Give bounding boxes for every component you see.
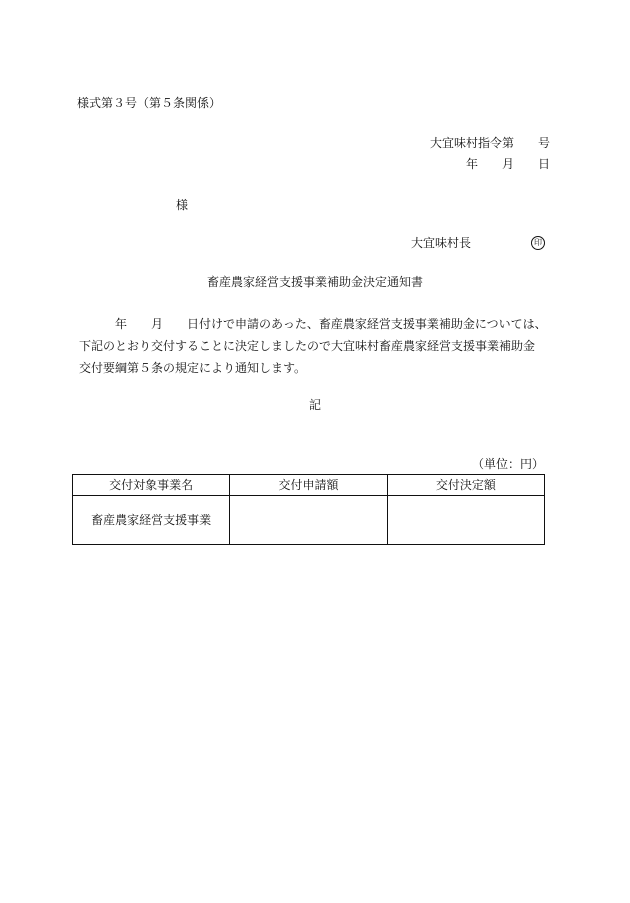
unit-label: （単位：円）: [471, 457, 544, 471]
document-title: 畜産農家経営支援事業補助金決定通知書: [206, 275, 423, 289]
column-header-decided-amount: 交付決定額: [387, 475, 544, 496]
cell-requested-amount: [230, 496, 387, 545]
addressee-honorific: 様: [176, 198, 189, 212]
table-header-row: [73, 475, 545, 496]
subsidy-table: [72, 474, 545, 545]
issue-date: 年 月 日: [465, 157, 550, 171]
table-row: [73, 496, 545, 545]
note-heading: 記: [308, 398, 321, 412]
seal-mark: 印: [531, 236, 545, 250]
form-number: 様式第３号（第５条関係）: [77, 96, 222, 110]
cell-project-name: 畜産農家経営支援事業: [73, 496, 230, 545]
body-line-2: 下記のとおり交付することに決定しましたので大宜味村畜産農家経営支援事業補助金: [79, 339, 536, 353]
document-number: 大宜味村指令第 号: [429, 136, 550, 150]
column-header-project: 交付対象事業名: [73, 475, 230, 496]
body-line-3: 交付要綱第５条の規定により通知します。: [79, 361, 307, 375]
body-line-1: 年 月 日付けで申請のあった、畜産農家経営支援事業補助金については、: [79, 317, 547, 331]
column-header-requested-amount: 交付申請額: [230, 475, 387, 496]
sender-title: 大宜味村長: [411, 236, 472, 250]
cell-decided-amount: [387, 496, 544, 545]
